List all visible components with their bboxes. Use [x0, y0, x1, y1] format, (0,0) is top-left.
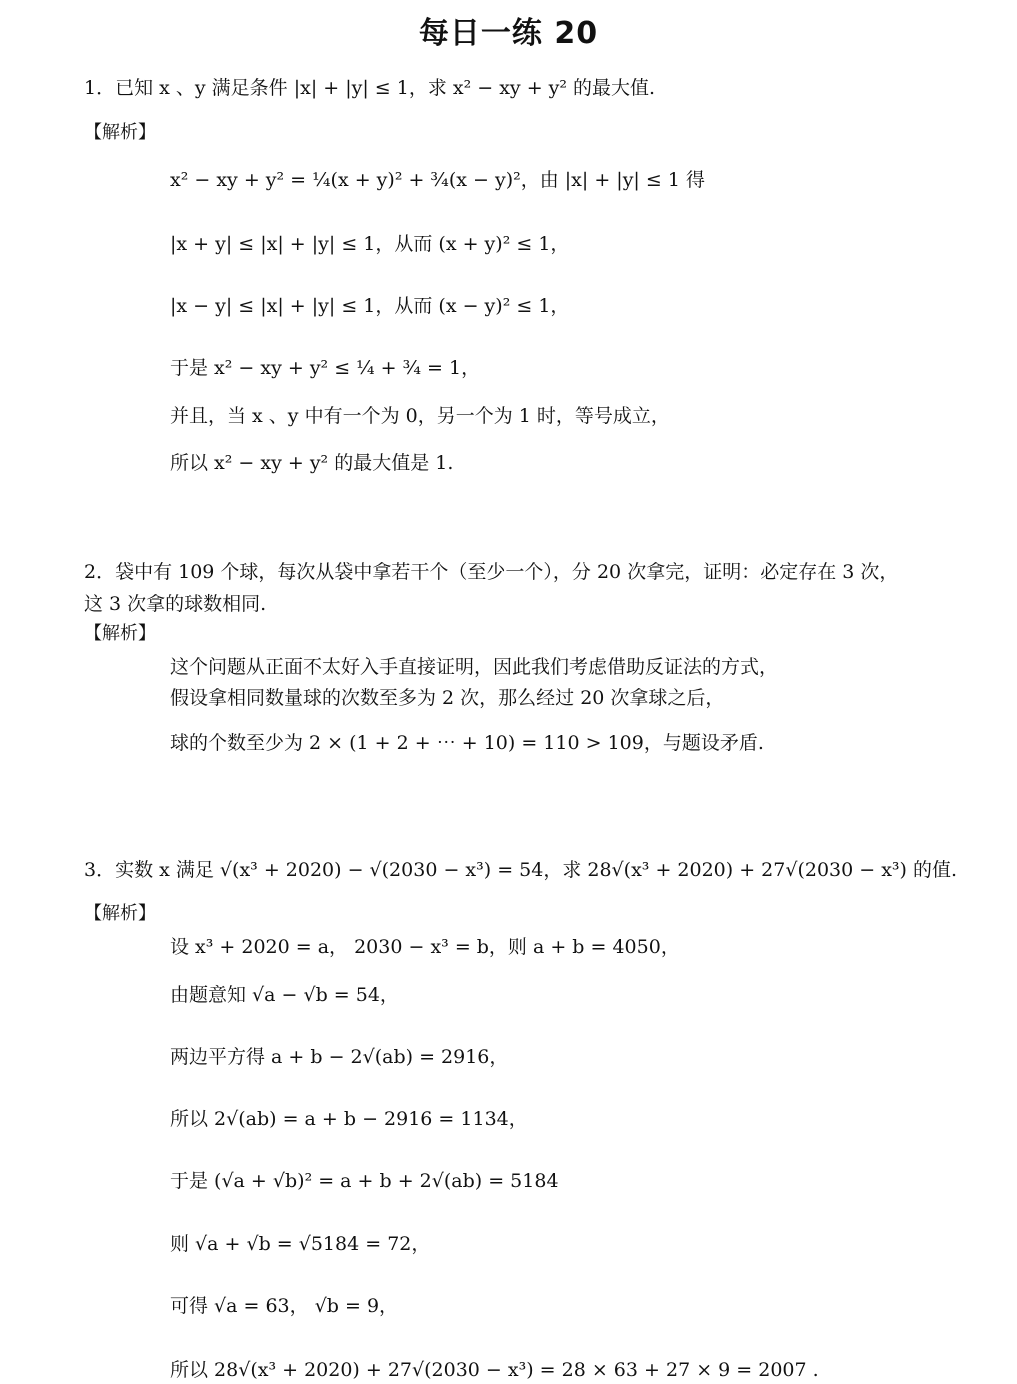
- problem-3-question: 3．实数 x 满足 √(x³ + 2020) − √(2030 − x³) = 54，求 28√(x³ + 2020) + 27√(2030 − x³) 的值.: [84, 859, 958, 881]
- problem-2-solution-line-3: 球的个数至少为 2 × (1 + 2 + ⋯ + 10) = 110 > 109，与题设矛盾.: [170, 732, 764, 754]
- problem-2-solution-line-2: 假设拿相同数量球的次数至多为 2 次，那么经过 20 次拿球之后，: [170, 687, 725, 709]
- problem-3-solution-line-8: 所以 28√(x³ + 2020) + 27√(2030 − x³) = 28 × 63 + 27 × 9 = 2007 .: [170, 1359, 819, 1381]
- problem-1-solution-heading: 【解析】: [84, 122, 156, 143]
- problem-3-solution-line-1: 设 x³ + 2020 = a， 2030 − x³ = b，则 a + b = 4050，: [170, 936, 680, 958]
- problem-3-solution-line-7: 可得 √a = 63， √b = 9，: [170, 1295, 399, 1317]
- problem-3-solution-line-2: 由题意知 √a − √b = 54，: [170, 984, 399, 1006]
- problem-1-solution-line-4: 于是 x² − xy + y² ≤ ¼ + ¾ = 1，: [170, 357, 481, 379]
- problem-3-solution-line-5: 于是 (√a + √b)² = a + b + 2√(ab) = 5184: [170, 1170, 559, 1192]
- problem-3-solution-line-6: 则 √a + √b = √5184 = 72，: [170, 1233, 431, 1255]
- problem-2-solution-heading: 【解析】: [84, 623, 156, 644]
- problem-1-solution-line-5: 并且，当 x 、y 中有一个为 0，另一个为 1 时，等号成立，: [170, 405, 670, 427]
- problem-3-solution-line-4: 所以 2√(ab) = a + b − 2916 = 1134，: [170, 1108, 528, 1130]
- page-title: 每日一练 20: [418, 16, 599, 51]
- problem-3-solution-heading: 【解析】: [84, 903, 156, 924]
- problem-2-question-line-1: 2．袋中有 109 个球，每次从袋中拿若干个（至少一个），分 20 次拿完，证明：必定存在 3 次，: [84, 561, 899, 583]
- problem-2-solution-line-1: 这个问题从正面不太好入手直接证明，因此我们考虑借助反证法的方式，: [170, 656, 779, 678]
- problem-1-solution-line-3: |x − y| ≤ |x| + |y| ≤ 1，从而 (x − y)² ≤ 1，: [170, 295, 570, 317]
- problem-1-solution-line-6: 所以 x² − xy + y² 的最大值是 1.: [170, 452, 454, 474]
- problem-2-question-line-2: 这 3 次拿的球数相同.: [84, 593, 267, 615]
- problem-1-solution-line-2: |x + y| ≤ |x| + |y| ≤ 1，从而 (x + y)² ≤ 1，: [170, 233, 570, 255]
- problem-3-solution-line-3: 两边平方得 a + b − 2√(ab) = 2916，: [170, 1046, 509, 1068]
- problem-1-question: 1．已知 x 、y 满足条件 |x| + |y| ≤ 1，求 x² − xy + y² 的最大值.: [84, 77, 656, 99]
- problem-1-solution-line-1: x² − xy + y² = ¼(x + y)² + ¾(x − y)²，由 |x| + |y| ≤ 1 得: [170, 169, 705, 191]
